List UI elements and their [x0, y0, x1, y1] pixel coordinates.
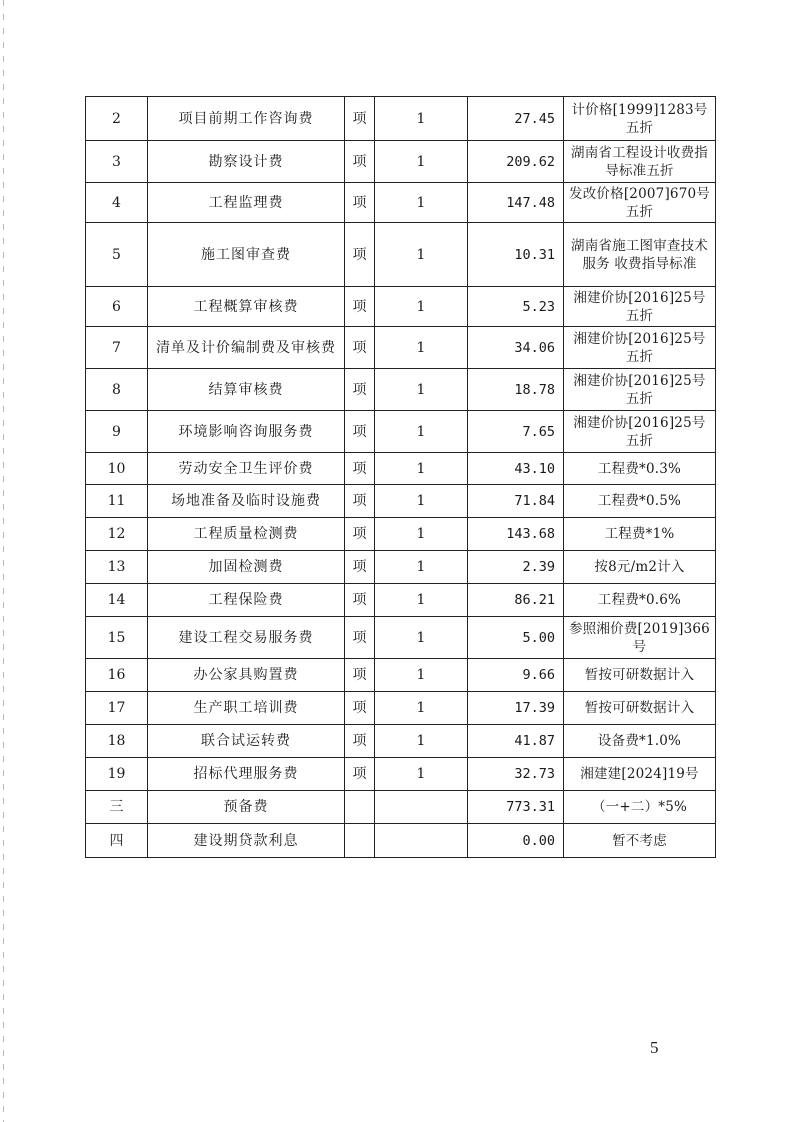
- fee-name: 环境影响咨询服务费: [148, 411, 345, 453]
- unit-cell: 项: [345, 287, 375, 327]
- unit-cell: 项: [345, 659, 375, 692]
- remark-cell: 暂按可研数据计入: [564, 659, 716, 692]
- unit-cell: 项: [345, 453, 375, 485]
- table-row: [86, 485, 716, 518]
- unit-cell: 项: [345, 551, 375, 584]
- unit-cell: 项: [345, 327, 375, 369]
- quantity-cell: 1: [375, 692, 468, 725]
- remark-cell: 湖南省施工图审查技术服务 收费指导标准: [564, 223, 716, 287]
- table-row: [86, 369, 716, 411]
- table-row: [86, 791, 716, 824]
- amount-cell: 9.66: [468, 659, 564, 692]
- table-row: [86, 453, 716, 485]
- row-number: 4: [86, 183, 148, 223]
- row-number: 2: [86, 97, 148, 141]
- table-row: [86, 659, 716, 692]
- remark-cell: 计价格[1999]1283号五折: [564, 97, 716, 141]
- quantity-cell: 1: [375, 617, 468, 659]
- unit-cell: 项: [345, 141, 375, 183]
- unit-cell: 项: [345, 183, 375, 223]
- table-row: [86, 287, 716, 327]
- remark-cell: 工程费*0.3%: [564, 453, 716, 485]
- remark-cell: 湘建价协[2016]25号五折: [564, 327, 716, 369]
- amount-cell: 17.39: [468, 692, 564, 725]
- amount-cell: 0.00: [468, 824, 564, 858]
- quantity-cell: 1: [375, 659, 468, 692]
- unit-cell: 项: [345, 725, 375, 758]
- row-number: 18: [86, 725, 148, 758]
- table-row: [86, 617, 716, 659]
- amount-cell: 86.21: [468, 584, 564, 617]
- amount-cell: 34.06: [468, 327, 564, 369]
- remark-cell: 湘建建[2024]19号: [564, 758, 716, 791]
- amount-cell: 41.87: [468, 725, 564, 758]
- unit-cell: 项: [345, 97, 375, 141]
- table-row: [86, 584, 716, 617]
- fee-table-body: [86, 97, 716, 858]
- amount-cell: 5.23: [468, 287, 564, 327]
- fee-name: 劳动安全卫生评价费: [148, 453, 345, 485]
- table-row: [86, 692, 716, 725]
- fee-table: [85, 96, 716, 858]
- fee-name: 结算审核费: [148, 369, 345, 411]
- amount-cell: 27.45: [468, 97, 564, 141]
- unit-cell: 项: [345, 758, 375, 791]
- row-number: 3: [86, 141, 148, 183]
- fee-name: 生产职工培训费: [148, 692, 345, 725]
- table-row: [86, 141, 716, 183]
- row-number: 9: [86, 411, 148, 453]
- row-number: 6: [86, 287, 148, 327]
- row-number: 10: [86, 453, 148, 485]
- quantity-cell: [375, 824, 468, 858]
- remark-cell: 按8元/m2计入: [564, 551, 716, 584]
- row-number: 19: [86, 758, 148, 791]
- fee-name: 预备费: [148, 791, 345, 824]
- table-row: [86, 518, 716, 551]
- table-row: [86, 183, 716, 223]
- quantity-cell: 1: [375, 97, 468, 141]
- row-number: 16: [86, 659, 148, 692]
- row-number: 四: [86, 824, 148, 858]
- row-number: 11: [86, 485, 148, 518]
- quantity-cell: 1: [375, 327, 468, 369]
- table-row: [86, 97, 716, 141]
- remark-cell: 发改价格[2007]670号五折: [564, 183, 716, 223]
- unit-cell: 项: [345, 369, 375, 411]
- fee-name: 工程概算审核费: [148, 287, 345, 327]
- amount-cell: 43.10: [468, 453, 564, 485]
- remark-cell: 暂按可研数据计入: [564, 692, 716, 725]
- quantity-cell: 1: [375, 485, 468, 518]
- quantity-cell: 1: [375, 223, 468, 287]
- fee-name: 勘察设计费: [148, 141, 345, 183]
- fee-name: 工程质量检测费: [148, 518, 345, 551]
- fee-name: 清单及计价编制费及审核费: [148, 327, 345, 369]
- fee-name: 办公家具购置费: [148, 659, 345, 692]
- amount-cell: 209.62: [468, 141, 564, 183]
- row-number: 17: [86, 692, 148, 725]
- quantity-cell: 1: [375, 411, 468, 453]
- table-row: [86, 824, 716, 858]
- amount-cell: 7.65: [468, 411, 564, 453]
- row-number: 5: [86, 223, 148, 287]
- unit-cell: 项: [345, 485, 375, 518]
- fee-name: 加固检测费: [148, 551, 345, 584]
- amount-cell: 32.73: [468, 758, 564, 791]
- amount-cell: 5.00: [468, 617, 564, 659]
- fee-name: 项目前期工作咨询费: [148, 97, 345, 141]
- amount-cell: 143.68: [468, 518, 564, 551]
- quantity-cell: 1: [375, 725, 468, 758]
- row-number: 7: [86, 327, 148, 369]
- row-number: 14: [86, 584, 148, 617]
- fee-name: 招标代理服务费: [148, 758, 345, 791]
- scan-edge-mark: [3, 0, 4, 1122]
- remark-cell: 参照湘价费[2019]366 号: [564, 617, 716, 659]
- quantity-cell: [375, 791, 468, 824]
- amount-cell: 10.31: [468, 223, 564, 287]
- quantity-cell: 1: [375, 141, 468, 183]
- fee-name: 联合试运转费: [148, 725, 345, 758]
- amount-cell: 18.78: [468, 369, 564, 411]
- quantity-cell: 1: [375, 287, 468, 327]
- quantity-cell: 1: [375, 183, 468, 223]
- row-number: 13: [86, 551, 148, 584]
- table-row: [86, 327, 716, 369]
- quantity-cell: 1: [375, 453, 468, 485]
- unit-cell: 项: [345, 518, 375, 551]
- fee-name: 工程保险费: [148, 584, 345, 617]
- fee-name: 场地准备及临时设施费: [148, 485, 345, 518]
- unit-cell: 项: [345, 223, 375, 287]
- remark-cell: 工程费*0.6%: [564, 584, 716, 617]
- table-row: [86, 725, 716, 758]
- amount-cell: 773.31: [468, 791, 564, 824]
- quantity-cell: 1: [375, 551, 468, 584]
- remark-cell: 湖南省工程设计收费指导标准五折: [564, 141, 716, 183]
- unit-cell: [345, 791, 375, 824]
- row-number: 12: [86, 518, 148, 551]
- remark-cell: 湘建价协[2016]25号五折: [564, 369, 716, 411]
- remark-cell: 工程费*0.5%: [564, 485, 716, 518]
- fee-name: 建设期贷款利息: [148, 824, 345, 858]
- quantity-cell: 1: [375, 518, 468, 551]
- amount-cell: 2.39: [468, 551, 564, 584]
- remark-cell: 湘建价协[2016]25号五折: [564, 411, 716, 453]
- table-row: [86, 223, 716, 287]
- fee-name: 施工图审查费: [148, 223, 345, 287]
- fee-name: 建设工程交易服务费: [148, 617, 345, 659]
- table-row: [86, 758, 716, 791]
- unit-cell: [345, 824, 375, 858]
- quantity-cell: 1: [375, 584, 468, 617]
- quantity-cell: 1: [375, 369, 468, 411]
- table-row: [86, 551, 716, 584]
- remark-cell: 工程费*1%: [564, 518, 716, 551]
- row-number: 15: [86, 617, 148, 659]
- unit-cell: 项: [345, 692, 375, 725]
- table-row: [86, 411, 716, 453]
- page-number: 5: [650, 1038, 659, 1057]
- unit-cell: 项: [345, 411, 375, 453]
- remark-cell: 湘建价协[2016]25号五折: [564, 287, 716, 327]
- remark-cell: 暂不考虑: [564, 824, 716, 858]
- quantity-cell: 1: [375, 758, 468, 791]
- amount-cell: 71.84: [468, 485, 564, 518]
- row-number: 8: [86, 369, 148, 411]
- unit-cell: 项: [345, 617, 375, 659]
- row-number: 三: [86, 791, 148, 824]
- unit-cell: 项: [345, 584, 375, 617]
- fee-name: 工程监理费: [148, 183, 345, 223]
- remark-cell: （一+二）*5%: [564, 791, 716, 824]
- amount-cell: 147.48: [468, 183, 564, 223]
- remark-cell: 设备费*1.0%: [564, 725, 716, 758]
